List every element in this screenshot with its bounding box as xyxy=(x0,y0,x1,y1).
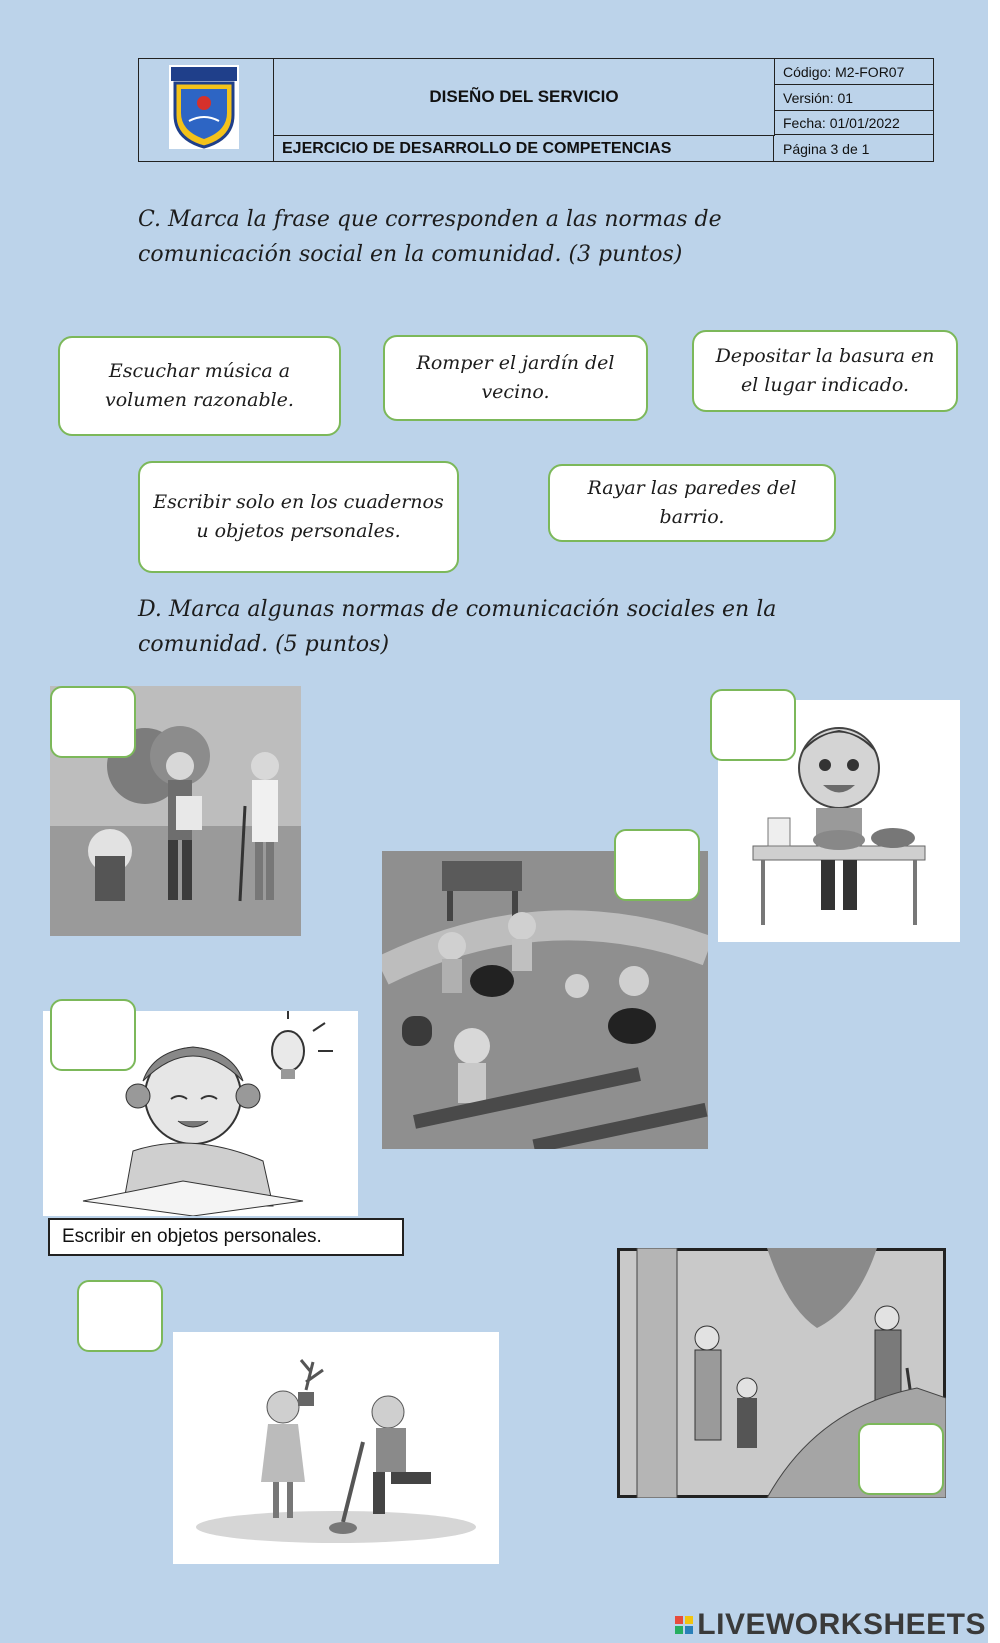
checkbox-kids-planting[interactable] xyxy=(77,1280,163,1352)
checkbox-girl-writing[interactable] xyxy=(50,999,136,1071)
document-page: Página 3 de 1 xyxy=(783,140,870,157)
document-code: Código: M2-FOR07 xyxy=(775,59,933,85)
checkbox-park-cleaning[interactable] xyxy=(50,686,136,758)
option-card-notebooks[interactable]: Escribir solo en los cuadernos u objetos personales. xyxy=(138,461,459,573)
document-subtitle: EJERCICIO DE DESARROLLO DE COMPETENCIAS xyxy=(274,136,774,161)
option-card-walls[interactable]: Rayar las paredes del barrio. xyxy=(548,464,836,542)
option-card-music[interactable]: Escuchar música a volumen razonable. xyxy=(58,336,341,436)
document-date: Fecha: 01/01/2022 xyxy=(775,112,933,135)
liveworksheets-logo xyxy=(675,1608,986,1642)
section-d-line1: D. Marca algunas normas de comunicación sociales en la xyxy=(138,597,777,622)
section-d-line2: comunidad. (5 puntos) xyxy=(138,632,390,657)
answer-text-box[interactable]: Escribir en objetos personales. xyxy=(48,1218,404,1256)
section-c-line2: comunicación social en la comunidad. (3 puntos) xyxy=(138,242,683,267)
option-card-trash[interactable]: Depositar la basura en el lugar indicado. xyxy=(692,330,958,412)
document-header xyxy=(138,58,934,162)
school-crest-icon xyxy=(169,65,239,149)
watermark-text: LIVEWORKSHEETS xyxy=(697,1608,986,1641)
checkbox-boy-eating[interactable] xyxy=(710,689,796,761)
option-card-garden[interactable]: Romper el jardín del vecino. xyxy=(383,335,648,421)
document-version: Versión: 01 xyxy=(775,86,933,111)
section-c-instruction xyxy=(138,202,722,272)
checkbox-street-walk[interactable] xyxy=(858,1423,944,1495)
section-c-line1: C. Marca la frase que corresponden a las normas de xyxy=(138,207,722,232)
liveworksheets-mark-icon xyxy=(675,1616,693,1634)
document-title: DISEÑO DEL SERVICIO xyxy=(274,59,775,136)
logo-cell xyxy=(139,59,274,161)
section-d-instruction xyxy=(138,592,776,662)
image-kids-planting xyxy=(173,1332,499,1564)
checkbox-playground-cleanup[interactable] xyxy=(614,829,700,901)
page-edge xyxy=(988,0,1000,1643)
